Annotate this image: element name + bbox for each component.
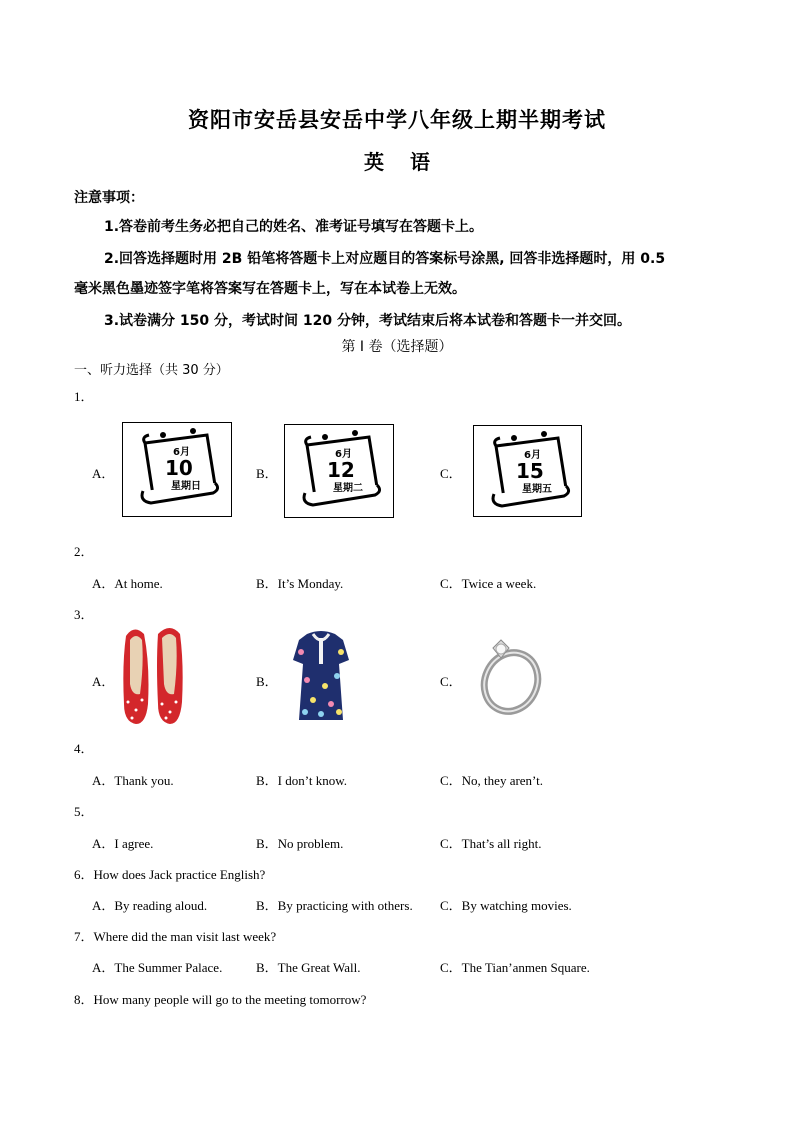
q3-option-a-label: A． (92, 674, 115, 689)
q5-option-b[interactable]: B．No problem. (256, 836, 344, 851)
q3-option-c-label: C． (440, 674, 462, 689)
q4-option-b[interactable]: B．I don’t know. (256, 773, 348, 788)
q1c-month: 6月 (524, 450, 541, 461)
q1-option-c-label: C． (440, 466, 462, 481)
q3-option-a-image[interactable] (118, 624, 188, 728)
q2-option-a[interactable]: A．At home. (92, 576, 163, 591)
note-item-2-line2: 毫米黑色墨迹签字笔将答案写在答题卡上，写在本试卷上无效。 (74, 281, 466, 297)
q7-stem: 7．Where did the man visit last week? (74, 929, 277, 944)
q6-stem: 6．How does Jack practice English? (74, 867, 266, 882)
q3-option-b-image[interactable] (279, 630, 363, 724)
subject-char-2: 语 (410, 150, 430, 174)
q1b-weekday: 星期二 (333, 483, 363, 494)
q1a-day: 10 (165, 456, 193, 480)
q1c-weekday: 星期五 (522, 484, 552, 495)
q1c-day: 15 (516, 459, 544, 483)
calendar-icon (474, 426, 581, 516)
q3-option-c-image[interactable] (471, 634, 545, 718)
q5-option-c[interactable]: C．That’s all right. (440, 836, 542, 851)
note-item-3: 3.试卷满分 150 分，考试时间 120 分钟，考试结束后将本试卷和答题卡一并交回。 (104, 313, 632, 329)
q1-option-b-image[interactable] (284, 424, 394, 518)
q1b-month: 6月 (335, 449, 352, 460)
q3-option-b-label: B． (256, 674, 278, 689)
q4-option-a[interactable]: A．Thank you. (92, 773, 174, 788)
q2-option-b[interactable]: B．It’s Monday. (256, 576, 344, 591)
q5-number: 5． (74, 804, 94, 819)
shoes-icon (118, 624, 188, 728)
q1-option-a-image[interactable] (122, 422, 232, 517)
q4-number: 4． (74, 741, 94, 756)
ring-icon (471, 634, 545, 718)
q1-option-c-image[interactable] (473, 425, 582, 517)
notes-heading: 注意事项： (74, 190, 144, 206)
dress-icon (279, 630, 363, 724)
q7-option-a[interactable]: A．The Summer Palace. (92, 960, 223, 975)
q6-option-b[interactable]: B．By practicing with others. (256, 898, 413, 913)
q1b-day: 12 (327, 458, 355, 482)
q5-option-a[interactable]: A．I agree. (92, 836, 154, 851)
calendar-icon (123, 423, 231, 516)
q1-option-b-label: B． (256, 466, 278, 481)
q2-option-c[interactable]: C．Twice a week. (440, 576, 537, 591)
note-item-2-line1: 2.回答选择题时用 2B 铅笔将答题卡上对应题目的答案标号涂黑, 回答非选择题时，用 0.5 (104, 251, 666, 267)
calendar-icon (285, 425, 393, 517)
q1a-weekday: 星期日 (171, 481, 201, 492)
q1a-month: 6月 (173, 447, 190, 458)
volume-title: 第 I 卷（选择题） (341, 339, 453, 355)
section-1-title: 一、听力选择（共 30 分） (74, 363, 229, 378)
q3-number: 3． (74, 607, 94, 622)
subject-char-1: 英 (364, 150, 384, 174)
note-item-1: 1.答卷前考生务必把自己的姓名、准考证号填写在答题卡上。 (104, 219, 484, 235)
q7-option-b[interactable]: B．The Great Wall. (256, 960, 361, 975)
q8-stem: 8．How many people will go to the meeting tomorrow? (74, 992, 367, 1007)
q7-option-c[interactable]: C．The Tian’anmen Square. (440, 960, 590, 975)
exam-title: 资阳市安岳县安岳中学八年级上期半期考试 (188, 107, 606, 132)
q1-option-a-label: A． (92, 466, 115, 481)
q2-number: 2． (74, 544, 94, 559)
q6-option-a[interactable]: A．By reading aloud. (92, 898, 208, 913)
q6-option-c[interactable]: C．By watching movies. (440, 898, 572, 913)
q4-option-c[interactable]: C．No, they aren’t. (440, 773, 544, 788)
q1-number: 1． (74, 389, 94, 404)
subject-title (0, 146, 794, 175)
